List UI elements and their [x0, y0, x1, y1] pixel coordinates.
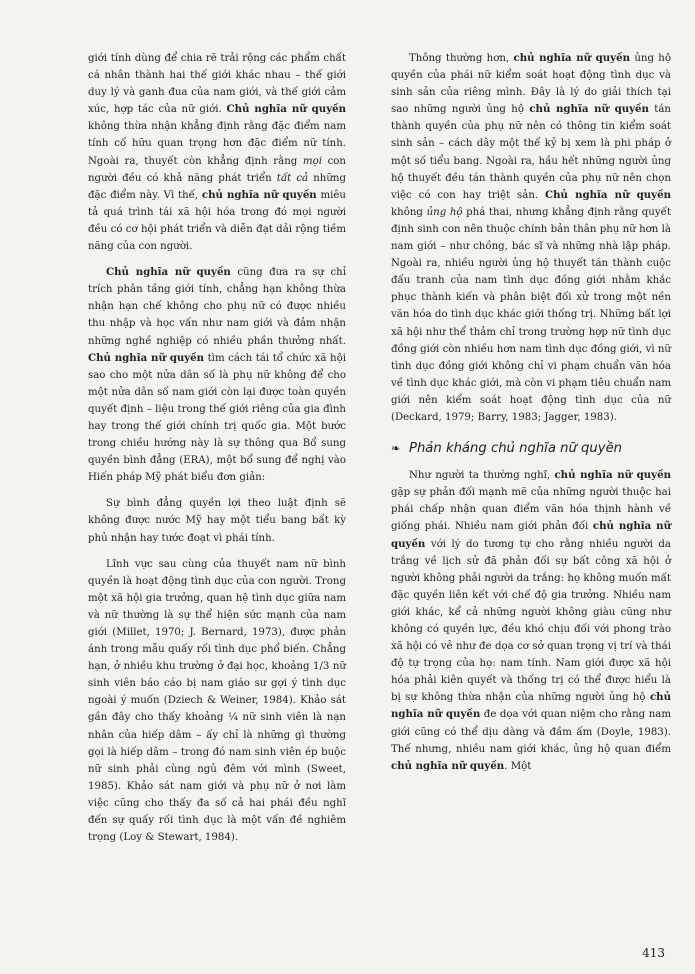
fleuron-icon: ❧ [391, 442, 401, 456]
paragraph: giới tính dùng để chia rẽ trải rộng các phẩm chất cá nhân thành hai thế giới khác nhau – thế giới duy lý và ganh đua của nam giới, và thế giới cảm xúc, hợp tác của nữ giới. Chủ nghĩa nữ quyền không thừa nhận khẳng định rằng đặc điểm nam tính cố hữu quan trọng hơn đặc điểm nữ tính. Ngoài ra, thuyết còn khẳng định rằng mọi con người đều có khả năng phát triển tất cả những đặc điểm này. Vì thế, chủ nghĩa nữ quyền miêu tả quá trình tái xã hội hóa trong đó mọi người đều có cơ hội phát triển và diễn đạt dải rộng tiềm năng của con người. [88, 53, 346, 253]
paragraph: Chủ nghĩa nữ quyền cũng đưa ra sự chỉ trích phân tầng giới tính, chẳng hạn không thừa nhận hạn chế không cho phụ nữ có được nhiều thu nhập và học vấn như nam giới và đảm nhận những nghề nghiệp có nhiều phần thưởng nhất. Chủ nghĩa nữ quyền tìm cách tái tổ chức xã hội sao cho một nửa dân số là phụ nữ không để cho một nửa dân số nam giới còn lại được toàn quyền quyết định – liệu trong thế giới riêng của gia đình hay trong thế giới chính trị quốc gia. Một bước trong chiều hướng này là sự thông qua Bổ sung quyền bình đẳng (ERA), một bổ sung để nghị vào Hiến pháp Mỹ phát biểu đơn giản: [88, 266, 346, 484]
paragraph: Thông thường hơn, chủ nghĩa nữ quyền ủng hộ quyền của phái nữ kiểm soát hoạt động tình dục và sinh sản của riêng mình. Đây là lý do giải thích tại sao những người ủng hộ chủ nghĩa nữ quyền tán thành quyền của phụ nữ nên có thông tin kiểm soát sinh sản – cách dây một thế kỷ bị xem là phi pháp ở một số tiểu bang. Ngoài ra, hầu hết những người ủng hộ thuyết đều tán thành quyền của phụ nữ nên chọn việc có con hay triệt sản. Chủ nghĩa nữ quyền không ủng hộ phá thai, nhưng khẳng định rằng quyết định sinh con nên thuộc chính bản thân phụ nữ hơn là nam giới – như chồng, bác sĩ và những nhà lập pháp. Ngoài ra, nhiều người ủng hộ thuyết tán thành cuộc đấu tranh của nam tình dục đồng giới nhằm khắc phục thành kiến và phân biệt đối xử trong một nền văn hóa do tình dục khác giới thống trị. Những bất lợi xã hội như thể thảm chỉ trong trường hợp nữ tình dục đồng giới còn nhiều hơn nam tình dục đồng giới, vì nữ tình dục đồng giới không chỉ vi phạm chuẩn văn hóa về tình dục khác giới, mà còn vi phạm tiêu chuẩn nam giới nên kiểm soát hoạt động tình dục của nữ (Deckard, 1979; Barry, 1983; Jagger, 1983). [391, 52, 671, 423]
paragraph: Lĩnh vực sau cùng của thuyết nam nữ bình quyền là hoạt động tình dục của con người. Trong một xã hội gia trưởng, quan hệ tình dục giữa nam và nữ thường là sự thể hiện sức mạnh của nam giới (Millet, 1970; J. Bernard, 1973), được phản ánh trong mẫu quấy rối tình dục phổ biến. Chẳng hạn, ở nhiều khu trường ở đại học, khoảng 1/3 nữ sinh viên báo cáo bị nam giáo sư gợi ý tình dục ngoài ý muốn (Dziech & Weiner, 1984). Khảo sát gần đây cho thấy khoảng ¼ nữ sinh viên là nạn nhân của hiếp dâm – ấy chỉ là những gì thường gọi là hiếp dâm – trong đó nam sinh viên ép buộc nữ sinh phải cùng ngủ đêm với mình (Sweet, 1985). Khảo sát nam giới và phụ nữ ở nơi làm việc cũng cho thấy đa số cả hai phái đều nghĩ đến sự quấy rối tình dục là một vấn đề nghiêm trọng (Loy & Stewart, 1984). [88, 558, 346, 844]
page-number: 413 [642, 946, 665, 960]
left-column [88, 50, 346, 855]
section-heading-text: Phản kháng chủ nghĩa nữ quyền [409, 441, 623, 457]
paragraph: Như người ta thường nghĩ, chủ nghĩa nữ quyền gặp sự phản đối mạnh mẽ của những người thuộc hai phái chấp nhận quan điểm văn hóa thịnh hành về giống phái. Nhiều nam giới phản đối chủ nghĩa nữ quyền với lý do tương tự cho rằng nhiều người da trắng về lịch sử đã phản đối sự bất công xã hội ở người không phải người da trắng: họ không muốn mất đặc quyền liên kết với chế độ gia trưởng. Nhiều nam giới khác, kể cả những người không giàu cũng như không có quyền lực, đều khó chịu đối với phong trào xã hội có vẻ như đe dọa cơ sở quan trọng vị trí và thái độ tự trọng của họ: nam tính. Nam giới được xã hội hóa phải kiên quyết và thống trị có thể được hiểu là bị sự không thừa nhận của những người ủng hộ chủ nghĩa nữ quyền đe dọa với quan niệm cho rằng nam giới cũng có thể dịu dàng và đầm ấm (Doyle, 1983). Thế nhưng, nhiều nam giới khác, ủng hộ quan điểm chủ nghĩa nữ quyền. Một [391, 469, 671, 772]
right-column [391, 50, 671, 784]
quoted-paragraph: Sự bình đẳng quyền lợi theo luật định sẽ không được nước Mỹ hay một tiểu bang bất kỳ phủ nhận hay tước đoạt vì phái tính. [88, 498, 346, 544]
section-heading [391, 440, 671, 457]
